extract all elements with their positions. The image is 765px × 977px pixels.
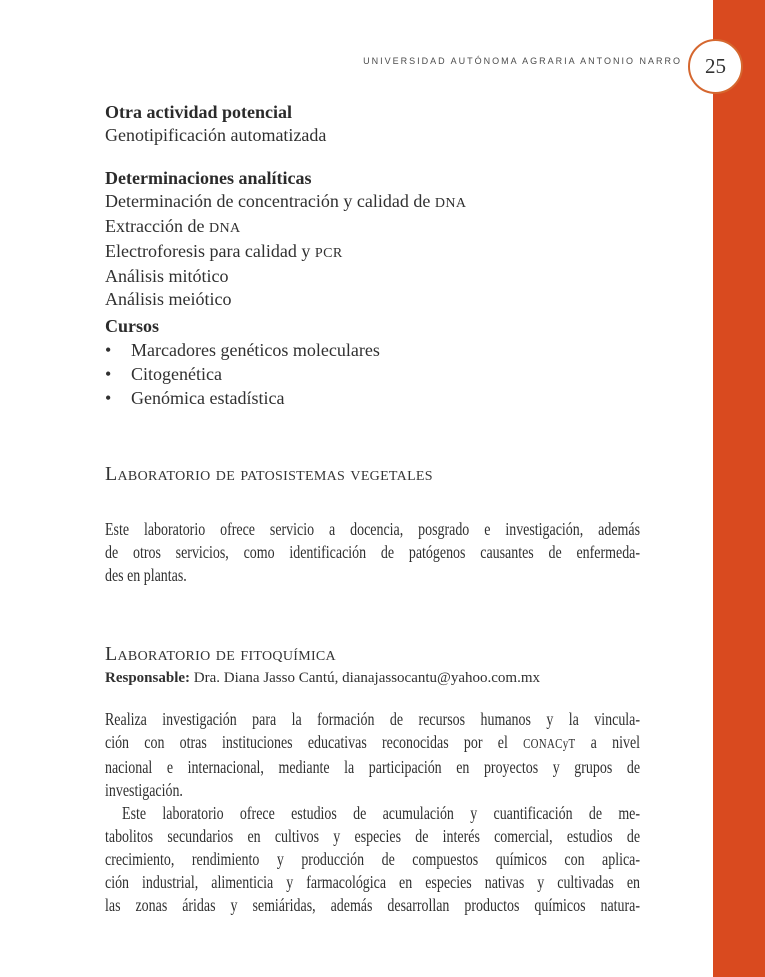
paragraph-line: Este laboratorio ofrece servicio a docencia, posgrado e investigación, además xyxy=(105,519,641,539)
text-line: Extracción de DNA xyxy=(105,216,241,236)
text-line: Análisis mitótico xyxy=(105,266,229,286)
list-item-label: Marcadores genéticos moleculares xyxy=(131,340,380,360)
acronym-pcr: PCR xyxy=(314,245,343,261)
bullet-icon: • xyxy=(105,340,112,360)
heading-fitoquimica: Laboratorio de fitoquímica xyxy=(105,643,336,665)
running-header: UNIVERSIDAD AUTÓNOMA AGRARIA ANTONIO NARRO xyxy=(363,56,682,66)
heading-patosistemas: Laboratorio de patosistemas vegetales xyxy=(105,463,433,485)
section-title-cursos: Cursos xyxy=(105,316,160,336)
section-title-otra-actividad: Otra actividad potencial xyxy=(105,102,292,122)
section-cursos xyxy=(105,315,645,410)
paragraph-line: ción con otras instituciones educativas reconocidas por el CONACyT a nivel xyxy=(105,732,641,752)
acronym-conacyt: CONACyT xyxy=(523,736,576,752)
page-number-badge xyxy=(688,39,743,94)
responsable-label: Responsable: xyxy=(105,670,191,686)
responsable-line xyxy=(105,669,540,688)
acronym-dna: DNA xyxy=(208,220,241,236)
paragraph-patosistemas xyxy=(105,518,640,587)
bullet-icon: • xyxy=(105,388,112,408)
bullet-icon: • xyxy=(105,364,112,384)
list-item-label: Citogenética xyxy=(131,364,222,384)
page-number: 25 xyxy=(705,54,726,78)
paragraph-line: Este laboratorio ofrece estudios de acumulación y cuantificación de me- xyxy=(122,803,641,823)
paragraph-line: crecimiento, rendimiento y producción de compuestos químicos con aplica- xyxy=(105,849,641,869)
paragraph-line: tabolitos secundarios en cultivos y especies de interés comercial, estudios de xyxy=(105,826,641,846)
list-item xyxy=(105,338,645,362)
acronym-dna: DNA xyxy=(434,195,467,211)
paragraph-line: ción industrial, alimenticia y farmacológica en especies nativas y cultivadas en xyxy=(105,872,641,892)
section-otra-actividad xyxy=(105,101,645,147)
responsable-value: Dra. Diana Jasso Cantú, dianajassocantu@yahoo.com.mx xyxy=(190,670,540,686)
list-item xyxy=(105,386,645,410)
section-title-determinaciones: Determinaciones analíticas xyxy=(105,168,312,188)
text-line: Genotipificación automatizada xyxy=(105,125,327,145)
text-line: Análisis meiótico xyxy=(105,289,232,309)
paragraph-fitoquimica xyxy=(105,708,640,917)
paragraph-line: nacional e internacional, mediante la participación en proyectos y grupos de xyxy=(105,757,641,777)
right-accent-bar xyxy=(713,0,765,977)
list-item xyxy=(105,362,645,386)
paragraph-line: Realiza investigación para la formación de recursos humanos y la vincula- xyxy=(105,709,641,729)
text-line: Electroforesis para calidad y PCR xyxy=(105,241,343,261)
paragraph-line: des en plantas. xyxy=(105,565,187,585)
paragraph-line: las zonas áridas y semiáridas, además desarrollan productos químicos natura- xyxy=(105,895,641,915)
paragraph-line: de otros servicios, como identificación de patógenos causantes de enfermeda- xyxy=(105,542,641,562)
paragraph-line: investigación. xyxy=(105,780,183,800)
text-line: Determinación de concentración y calidad de DNA xyxy=(105,191,467,211)
section-determinaciones xyxy=(105,167,645,311)
list-item-label: Genómica estadística xyxy=(131,388,285,408)
